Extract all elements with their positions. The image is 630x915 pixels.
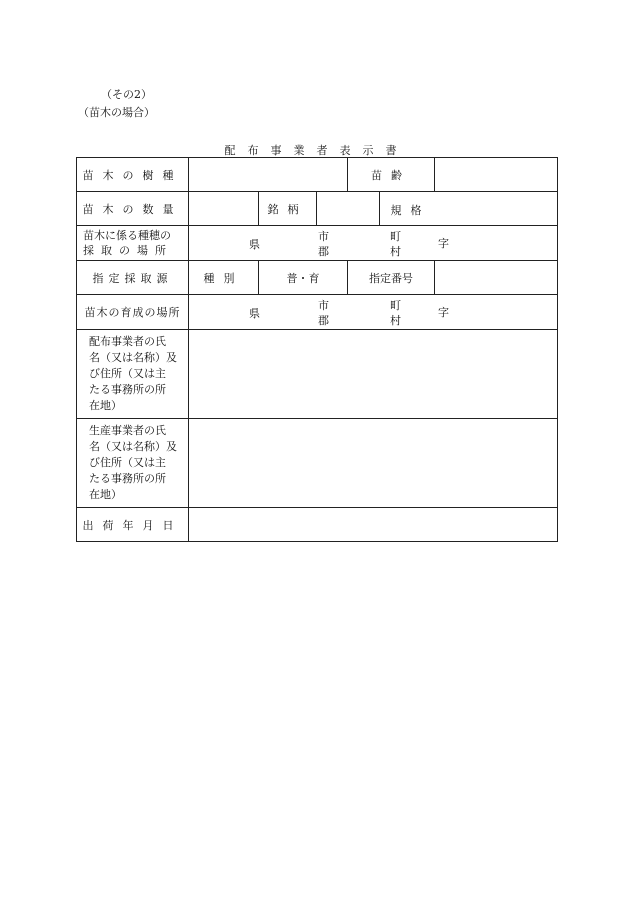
producer-label — [77, 419, 189, 508]
distributor-label — [77, 330, 189, 419]
nursery-place-label: 苗木の育成の場所 — [77, 295, 189, 330]
producer-field[interactable] — [189, 419, 558, 508]
row-shipping-date — [77, 508, 558, 542]
spec-label: 規格 — [390, 204, 431, 217]
collection-aza: 字 — [438, 237, 449, 250]
species-label: 苗木の樹種 — [77, 158, 189, 192]
designated-number-field[interactable] — [435, 261, 558, 295]
shipping-date-field[interactable] — [189, 508, 558, 542]
collection-place-field[interactable] — [189, 226, 558, 261]
type-label: 種別 — [189, 261, 259, 295]
row-producer — [77, 419, 558, 508]
seedling-age-field[interactable] — [435, 158, 558, 192]
brand-field[interactable] — [317, 192, 380, 226]
collection-place-label-line1: 苗木に係る種穂の — [83, 229, 171, 242]
row-collection-place — [77, 226, 558, 261]
collection-city: 市 — [318, 230, 329, 243]
collection-town: 町 — [390, 230, 401, 243]
producer-label-line: 在地） — [89, 488, 122, 501]
distributor-label-line: び住所（又は主 — [89, 367, 166, 380]
producer-label-line: 生産事業者の氏 — [89, 424, 166, 437]
nursery-county: 郡 — [318, 314, 329, 327]
collection-place-label-line2: 採取の場所 — [83, 244, 173, 257]
collection-place-label — [77, 226, 189, 261]
row-species — [77, 158, 558, 192]
form-number-note: （その2） — [101, 88, 152, 101]
row-designated-source — [77, 261, 558, 295]
designated-number-label: 指定番号 — [348, 261, 435, 295]
designated-source-label: 指定採取源 — [77, 261, 189, 295]
collection-village: 村 — [390, 245, 401, 258]
species-field[interactable] — [189, 158, 348, 192]
distributor-label-line: 名（又は名称）及 — [89, 351, 177, 364]
distributor-label-line: たる事務所の所 — [89, 383, 166, 396]
producer-label-line: 名（又は名称）及 — [89, 440, 177, 453]
producer-label-line: び住所（又は主 — [89, 456, 166, 469]
producer-label-line: たる事務所の所 — [89, 472, 166, 485]
quantity-field[interactable] — [189, 192, 259, 226]
collection-county: 郡 — [318, 245, 329, 258]
distributor-field[interactable] — [189, 330, 558, 419]
brand-label: 銘柄 — [259, 192, 317, 226]
distributor-label-line: 在地） — [89, 399, 122, 412]
nursery-aza: 字 — [438, 306, 449, 319]
type-value[interactable]: 普・育 — [259, 261, 348, 295]
nursery-town: 町 — [390, 299, 401, 312]
row-distributor — [77, 330, 558, 419]
row-quantity — [77, 192, 558, 226]
nursery-village: 村 — [390, 314, 401, 327]
shipping-date-label: 出荷年月日 — [77, 508, 189, 542]
document-title: 配布事業者表示書 — [224, 144, 409, 157]
nursery-city: 市 — [318, 299, 329, 312]
nursery-place-field[interactable] — [189, 295, 558, 330]
collection-prefecture: 県 — [249, 238, 260, 251]
row-nursery-place — [77, 295, 558, 330]
display-form-table — [76, 157, 558, 542]
spec-field[interactable] — [390, 192, 558, 226]
quantity-label: 苗木の数量 — [77, 192, 189, 226]
seedling-age-label: 苗齢 — [348, 158, 435, 192]
form-type-note: （苗木の場合） — [78, 106, 155, 119]
nursery-prefecture: 県 — [249, 307, 260, 320]
distributor-label-line: 配布事業者の氏 — [89, 335, 166, 348]
